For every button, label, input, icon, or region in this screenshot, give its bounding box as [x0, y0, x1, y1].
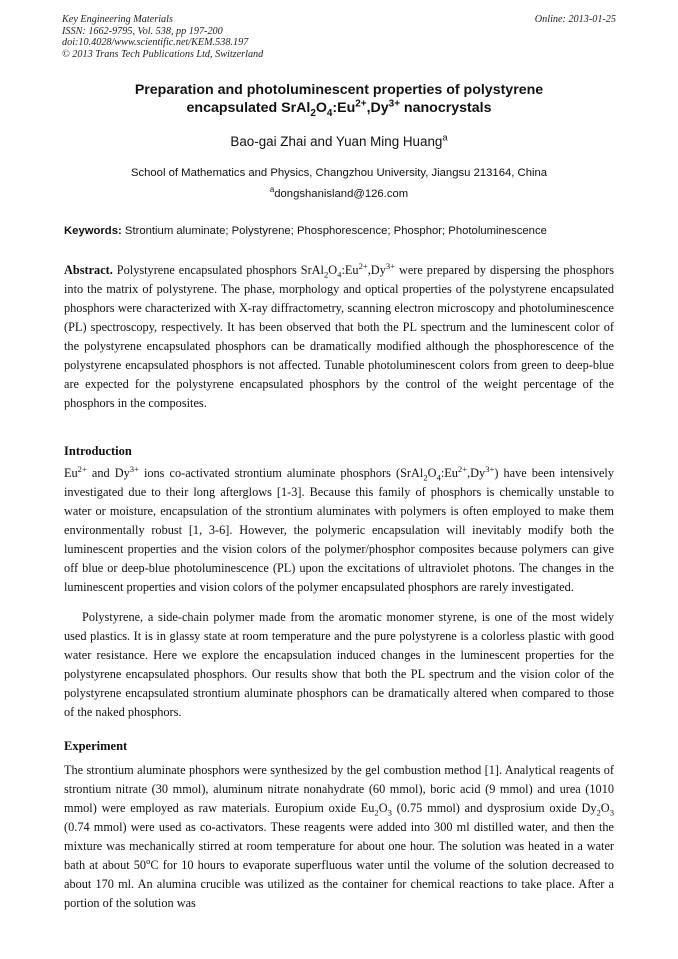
author-list: [40, 133, 638, 151]
abstract-label: Abstract.: [64, 263, 113, 277]
email-mark: a: [269, 185, 275, 195]
experiment-heading: Experiment: [64, 739, 128, 753]
affiliation: School of Mathematics and Physics, Changzhou University, Jiangsu 213164, China: [130, 167, 548, 179]
abstract: Abstract. Polystyrene encapsulated phosphors $SrAl_2O_4:Eu^{2+},Dy^{3+}$ were prepared by dispersing the phosphors into the matrix of polystyrene. The phase, morphology and optical properties of the polystyrene encapsulated phosphors were characterized with X-ray diffractometry, scanning electron microscopy and photoluminescence (PL) spectroscopy, respectively. It has been observed that both the PL spectrum and the luminescent color of the polystyrene encapsulated phosphors can be dramatically modified although the phosphorescence of the polystyrene encapsulated phosphors is not affected. Tunable photoluminescent colors from green to deep-blue are expected for the polystyrene encapsulated phosphors by the control of the weight percentage of the phosphors in the composites.: [64, 260, 614, 410]
online-date: Online: 2013-01-25: [534, 14, 616, 25]
journal-header: [62, 14, 616, 60]
journal-name: Key Engineering Materials: [62, 14, 173, 25]
author-mark: a: [442, 132, 448, 143]
paper-title: [40, 81, 638, 117]
copyright-line: © 2013 Trans Tech Publications Ltd, Switzerland: [62, 48, 264, 60]
email-address: dongshanisland@126.com: [274, 188, 409, 200]
introduction-heading: Introduction: [64, 444, 132, 458]
title-line-1: Preparation and photoluminescent properties of polystyrene: [134, 82, 544, 98]
author-names: Bao-gai Zhai and Yuan Ming Huang: [230, 134, 443, 149]
doi-line: doi:10.4028/www.scientific.net/KEM.538.197: [62, 37, 249, 48]
keywords: [64, 224, 616, 238]
introduction-paragraph-1: $Eu^{2+}$ and $Dy^{3+}$ ions co-activated strontium aluminate phosphors $(SrAl_2O_4:Eu^{2+},Dy^{3+})$ have been intensively investigated due to their long afterglows [1-3]. Because this family of phosphors is chemically unstable to water or moisture, encapsulation of the strontium aluminates with polymers is often employed to make them environmentally robust [1, 3-6]. However, the polymeric encapsulation will inevitably modify both the luminescent properties and the vision colors of the polymer/phosphor composites because polymers can give off blue or deep-blue photoluminescence (PL) upon the excitations of ultraviolet photons. The changes in the luminescent properties and vision colors of the polymer encapsulated phosphors are rarely investigated.: [64, 463, 614, 594]
experiment-paragraph-1: The strontium aluminate phosphors were synthesized by the gel combustion method [1]. Analytical reagents of strontium nitrate (30 mmol), aluminum nitrate nonahydrate (60 mmol), boric acid (9 mmol) and urea (1010 mmol) were employed as raw materials. Europium oxide $Eu_2O_3$ (0.75 mmol) and dysprosium oxide $Dy_2O_3$ (0.74 mmol) were used as co-activators. These reagents were added into 300 ml distilled water, and then the mixture was mechanically stirred at room temperature for about one hour. The solution was heated in a water bath at about 50$^o$C for 10 hours to evaporate superfluous water until the volume of the solution decreased to about 170 ml. An alumina crucible was utilized as the container for chemical reactions to take place. After a portion of the solution was: [64, 763, 614, 910]
keywords-label: Keywords:: [64, 225, 122, 237]
email-line: [40, 187, 638, 201]
keywords-text: Strontium aluminate; Polystyrene; Phosphorescence; Phosphor; Photoluminescence: [121, 225, 547, 237]
issn-line: ISSN: 1662-9795, Vol. 538, pp 197-200: [62, 25, 223, 37]
title-line-2: encapsulated $SrAl_2O_4:Eu^{2+},Dy^{3+}$ nanocrystals: [186, 98, 492, 119]
introduction-paragraph-2: Polystyrene, a side-chain polymer made from the aromatic monomer styrene, is one of the most widely used plastics. It is in glassy state at room temperature and the pure polystyrene is a colorless plastic with good water resistance. Here we explore the encapsulation induced changes in the luminescent properties for the polystyrene encapsulated phosphors. Our results show that both the PL spectrum and the vision color of the polystyrene encapsulated strontium aluminate phosphors can be dramatically altered when compared to those of the naked phosphors.: [64, 610, 614, 719]
